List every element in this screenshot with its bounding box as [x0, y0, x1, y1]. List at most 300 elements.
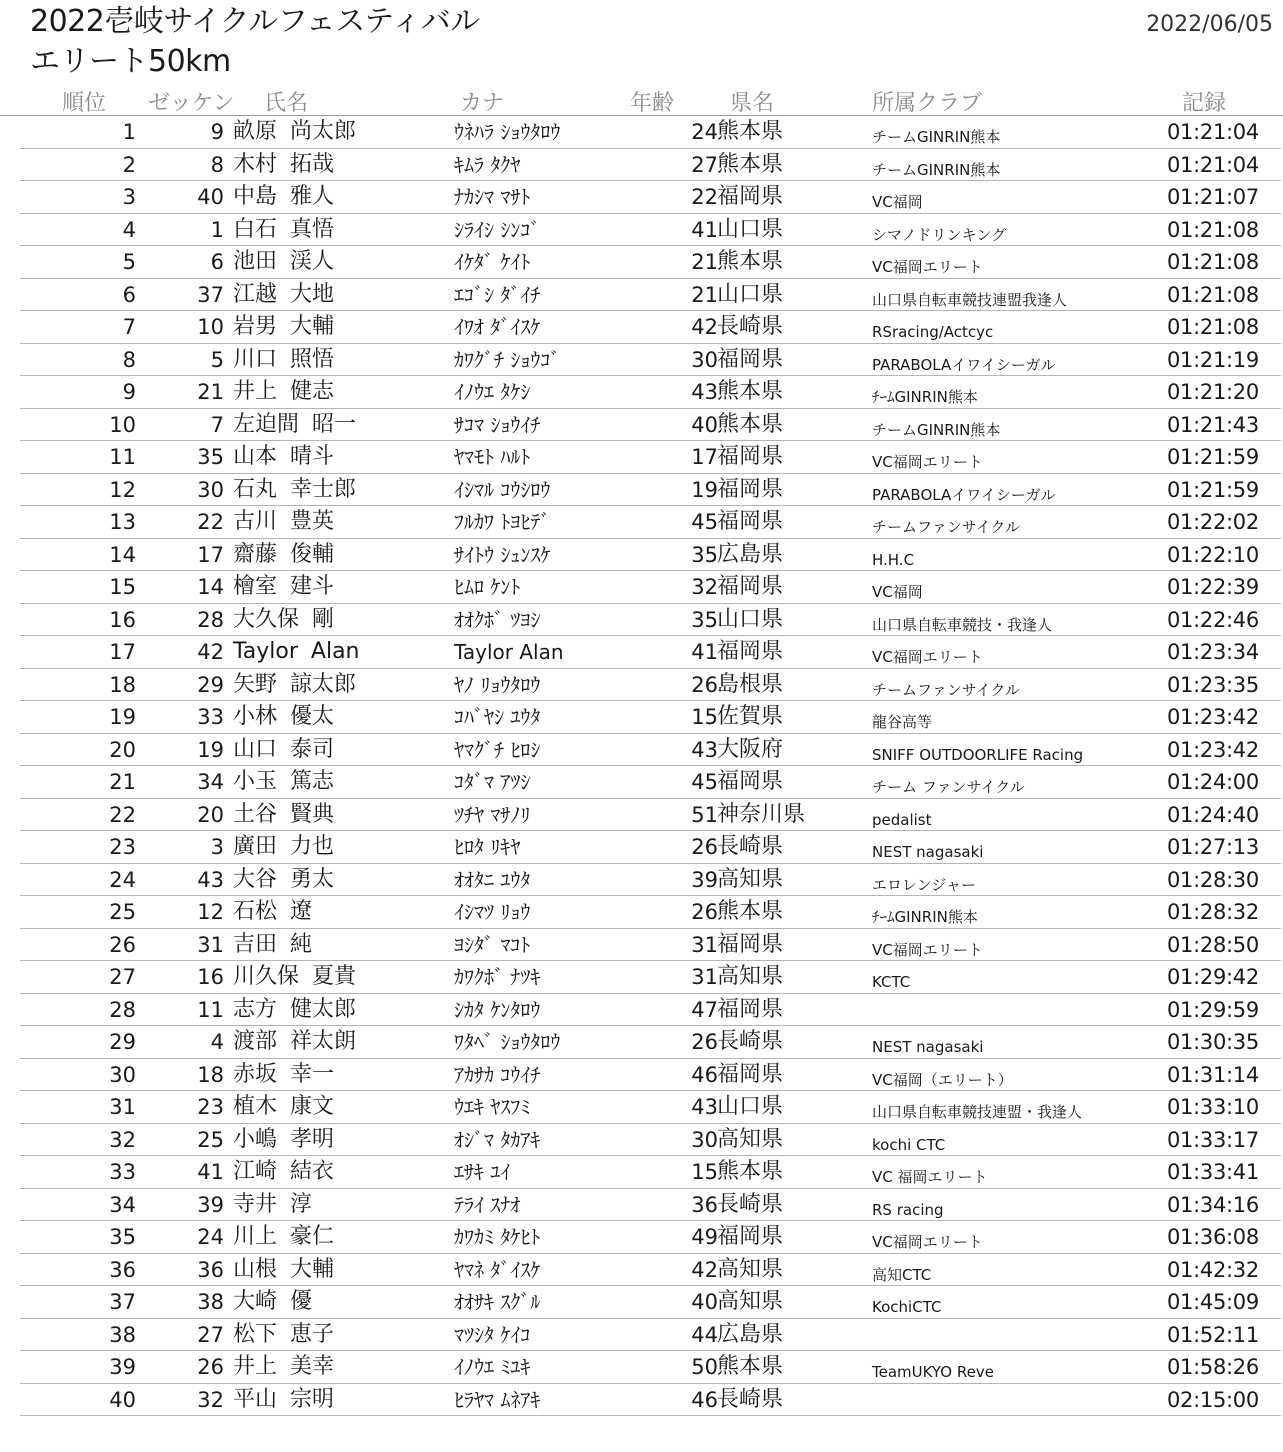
name-cell: 土谷 賢典 — [233, 801, 334, 827]
rank-cell: 6 — [122, 282, 136, 307]
age-cell: 17 — [691, 445, 718, 469]
table-row — [20, 734, 1281, 767]
time-cell: 01:21:08 — [1167, 282, 1259, 307]
name-cell: 松下 恵子 — [233, 1321, 334, 1347]
table-row — [20, 1059, 1281, 1092]
rank-cell: 12 — [109, 477, 136, 502]
kana-cell: ｳｴｷ ﾔｽﾌﾐ — [454, 1095, 531, 1119]
bib-cell: 40 — [197, 185, 224, 209]
age-cell: 31 — [691, 932, 718, 957]
kana-cell: ｲﾉｳｴ ﾐﾕｷ — [454, 1355, 531, 1379]
rank-cell: 5 — [122, 250, 136, 274]
table-row — [20, 701, 1281, 734]
table-row — [20, 474, 1281, 507]
table-row — [20, 344, 1281, 377]
age-cell: 26 — [691, 900, 718, 924]
table-row — [20, 571, 1281, 604]
rank-cell: 8 — [122, 347, 136, 372]
prefecture-cell: 長崎県 — [717, 1191, 784, 1217]
bib-cell: 12 — [197, 900, 224, 924]
time-cell: 01:33:41 — [1167, 1160, 1259, 1184]
name-cell: 江崎 結衣 — [233, 1159, 334, 1184]
age-cell: 22 — [691, 185, 718, 209]
prefecture-cell: 高知県 — [717, 1126, 784, 1152]
kana-cell: ｲﾉｳｴ ﾀｹｼ — [454, 380, 531, 404]
name-cell: 石松 遼 — [233, 899, 312, 924]
bib-cell: 36 — [197, 1257, 224, 1282]
name-cell: Taylor Alan — [233, 639, 360, 664]
table-row — [20, 539, 1281, 572]
prefecture-cell: 高知県 — [717, 1256, 784, 1282]
kana-cell: ﾔﾏﾓﾄ ﾊﾙﾄ — [454, 445, 531, 469]
prefecture-cell: 広島県 — [717, 541, 784, 567]
kana-cell: ｻｲﾄｳ ｼｭﾝｽｹ — [454, 542, 551, 567]
name-cell: 中島 雅人 — [233, 184, 334, 209]
bib-cell: 41 — [197, 1160, 224, 1184]
column-header-kana: カナ — [460, 91, 505, 116]
time-cell: 01:21:08 — [1167, 217, 1259, 242]
rank-cell: 14 — [109, 542, 136, 567]
age-cell: 21 — [691, 250, 718, 274]
prefecture-cell: 長崎県 — [717, 1029, 784, 1054]
time-cell: 01:29:42 — [1167, 965, 1259, 989]
time-cell: 01:34:16 — [1167, 1192, 1259, 1217]
table-row — [20, 116, 1281, 149]
bib-cell: 33 — [197, 705, 224, 729]
rank-cell: 2 — [122, 152, 136, 177]
age-cell: 47 — [691, 997, 718, 1022]
age-cell: 36 — [691, 1192, 718, 1217]
rank-cell: 34 — [109, 1192, 136, 1217]
bib-cell: 39 — [197, 1192, 224, 1217]
kana-cell: ｵｵｸﾎﾞ ﾂﾖｼ — [454, 607, 541, 632]
column-header-name: 氏名 — [264, 91, 309, 116]
time-cell: 01:21:08 — [1167, 250, 1259, 274]
prefecture-cell: 熊本県 — [717, 1354, 784, 1379]
table-row — [20, 1026, 1281, 1059]
age-cell: 51 — [691, 802, 718, 827]
club-cell: VC福岡（エリート） — [872, 1070, 1013, 1089]
rank-cell: 27 — [109, 965, 136, 989]
prefecture-cell: 長崎県 — [717, 1386, 784, 1412]
rank-cell: 23 — [109, 835, 136, 859]
table-row — [20, 896, 1281, 929]
bib-cell: 27 — [197, 1322, 224, 1347]
name-cell: 川久保 夏貴 — [233, 964, 356, 989]
age-cell: 30 — [691, 1127, 718, 1152]
kana-cell: ｲｼﾏﾂ ﾘｮｳ — [454, 900, 531, 924]
age-cell: 45 — [691, 770, 718, 794]
category-title: エリート50km — [30, 44, 231, 79]
kana-cell: ﾂﾁﾔ ﾏｻﾉﾘ — [454, 802, 531, 827]
club-cell: 山口県自転車競技・我逢人 — [872, 615, 1053, 634]
prefecture-cell: 山口県 — [717, 606, 784, 632]
bib-cell: 42 — [197, 640, 224, 664]
rank-cell: 19 — [109, 705, 136, 729]
club-cell: 山口県自転車競技連盟我逢人 — [872, 290, 1068, 309]
kana-cell: ﾜﾀﾍﾞ ｼｮｳﾀﾛｳ — [454, 1030, 561, 1054]
club-cell: VC 福岡エリート — [872, 1168, 988, 1186]
age-cell: 19 — [691, 477, 718, 502]
kana-cell: ｲｼﾏﾙ ｺｳｼﾛｳ — [454, 477, 551, 502]
name-cell: 小玉 篤志 — [233, 769, 334, 794]
club-cell: KCTC — [872, 973, 911, 991]
age-cell: 26 — [691, 1030, 718, 1054]
age-cell: 43 — [691, 737, 718, 762]
bib-cell: 11 — [197, 997, 224, 1022]
name-cell: 寺井 淳 — [233, 1191, 312, 1217]
kana-cell: ｼｶﾀ ｹﾝﾀﾛｳ — [454, 997, 541, 1022]
prefecture-cell: 山口県 — [717, 216, 784, 242]
rank-cell: 33 — [109, 1160, 136, 1184]
kana-cell: ｶﾜｸﾎﾞ ﾅﾂｷ — [454, 965, 541, 989]
bib-cell: 32 — [197, 1387, 224, 1412]
club-cell: VC福岡 — [872, 583, 923, 601]
name-cell: 廣田 力也 — [233, 834, 334, 859]
bib-cell: 21 — [197, 380, 224, 404]
rank-cell: 26 — [109, 932, 136, 957]
prefecture-cell: 福岡県 — [717, 184, 784, 209]
prefecture-cell: 福岡県 — [717, 444, 784, 469]
column-header-age: 年齢 — [630, 91, 675, 116]
club-cell: pedalist — [872, 810, 932, 829]
prefecture-cell: 山口県 — [717, 281, 784, 307]
age-cell: 44 — [691, 1322, 718, 1347]
age-cell: 42 — [691, 315, 718, 339]
kana-cell: ｵｵｻｷ ｽｸﾞﾙ — [454, 1290, 541, 1314]
name-cell: 江越 大地 — [233, 281, 334, 307]
age-cell: 49 — [691, 1225, 718, 1249]
kana-cell: ｲﾜｵ ﾀﾞｲｽｹ — [454, 315, 541, 339]
prefecture-cell: 広島県 — [717, 1321, 784, 1347]
time-cell: 01:22:46 — [1167, 607, 1259, 632]
age-cell: 30 — [691, 347, 718, 372]
time-cell: 01:31:14 — [1167, 1062, 1259, 1087]
prefecture-cell: 長崎県 — [717, 314, 784, 339]
table-row — [20, 831, 1281, 864]
kana-cell: Taylor Alan — [454, 640, 564, 664]
prefecture-cell: 福岡県 — [717, 574, 784, 599]
rank-cell: 20 — [109, 737, 136, 762]
table-row — [20, 929, 1281, 962]
time-cell: 01:28:32 — [1167, 900, 1259, 924]
table-row — [20, 246, 1281, 279]
club-cell: RSracing/Actcyc — [872, 323, 994, 341]
club-cell: VC福岡エリート — [872, 258, 983, 276]
table-row — [20, 1286, 1281, 1319]
bib-cell: 37 — [197, 282, 224, 307]
club-cell: VC福岡 — [872, 193, 923, 211]
bib-cell: 30 — [197, 477, 224, 502]
club-cell: VC福岡エリート — [872, 453, 983, 471]
kana-cell: ｷﾑﾗ ﾀｸﾔ — [454, 152, 521, 177]
kana-cell: ｴｺﾞｼ ﾀﾞｲﾁ — [454, 282, 541, 307]
time-cell: 01:24:40 — [1167, 802, 1259, 827]
prefecture-cell: 佐賀県 — [717, 704, 784, 729]
bib-cell: 19 — [197, 737, 224, 762]
prefecture-cell: 熊本県 — [717, 249, 784, 274]
name-cell: 齋藤 俊輔 — [233, 541, 334, 567]
rank-cell: 30 — [109, 1062, 136, 1087]
time-cell: 01:21:04 — [1167, 152, 1259, 177]
rank-cell: 24 — [109, 867, 136, 892]
age-cell: 15 — [691, 705, 718, 729]
club-cell: 龍谷高等 — [872, 713, 933, 731]
bib-cell: 8 — [210, 152, 224, 177]
kana-cell: ﾋﾑﾛ ｹﾝﾄ — [454, 575, 521, 599]
rank-cell: 3 — [122, 185, 136, 209]
table-row — [20, 766, 1281, 799]
name-cell: 左迫間 昭一 — [233, 411, 356, 437]
table-row — [20, 1254, 1281, 1287]
name-cell: 岩男 大輔 — [233, 314, 334, 339]
rank-cell: 39 — [109, 1355, 136, 1379]
time-cell: 01:28:30 — [1167, 867, 1259, 892]
age-cell: 50 — [691, 1355, 718, 1379]
kana-cell: ｶﾜｶﾐ ﾀｹﾋﾄ — [454, 1225, 541, 1249]
table-row — [20, 1384, 1281, 1417]
age-cell: 41 — [691, 640, 718, 664]
name-cell: 大久保 剛 — [233, 606, 334, 632]
kana-cell: ﾔﾉ ﾘｮｳﾀﾛｳ — [454, 672, 541, 697]
column-header-time: 記録 — [1182, 91, 1227, 116]
rank-cell: 22 — [109, 802, 136, 827]
time-cell: 01:30:35 — [1167, 1030, 1259, 1054]
name-cell: 矢野 諒太郎 — [233, 671, 356, 697]
rank-cell: 4 — [122, 217, 136, 242]
column-header-rank: 順位 — [62, 91, 107, 116]
time-cell: 01:33:10 — [1167, 1095, 1259, 1119]
name-cell: 古川 豊英 — [233, 509, 334, 534]
club-cell: H.H.C — [872, 550, 915, 569]
name-cell: 山口 泰司 — [233, 736, 334, 762]
bib-cell: 7 — [210, 412, 224, 437]
prefecture-cell: 福岡県 — [717, 346, 784, 372]
kana-cell: ﾅｶｼﾏ ﾏｻﾄ — [454, 185, 531, 209]
bib-cell: 43 — [197, 867, 224, 892]
event-title: 2022壱岐サイクルフェスティバル — [30, 4, 480, 39]
prefecture-cell: 福岡県 — [717, 639, 784, 664]
rank-cell: 15 — [109, 575, 136, 599]
name-cell: 白石 真悟 — [233, 216, 334, 242]
bib-cell: 28 — [197, 607, 224, 632]
rank-cell: 36 — [109, 1257, 136, 1282]
table-row — [20, 1189, 1281, 1222]
prefecture-cell: 高知県 — [717, 964, 784, 989]
age-cell: 40 — [691, 1290, 718, 1314]
table-row — [20, 636, 1281, 669]
rank-cell: 40 — [109, 1387, 136, 1412]
kana-cell: ｼﾗｲｼ ｼﾝｺﾞ — [454, 217, 541, 242]
name-cell: 井上 健志 — [233, 379, 334, 404]
age-cell: 35 — [691, 542, 718, 567]
time-cell: 01:23:35 — [1167, 672, 1259, 697]
time-cell: 01:22:10 — [1167, 542, 1259, 567]
table-row — [20, 604, 1281, 637]
prefecture-cell: 熊本県 — [717, 151, 784, 177]
bib-cell: 34 — [197, 770, 224, 794]
rank-cell: 35 — [109, 1225, 136, 1249]
club-cell: SNIFF OUTDOORLIFE Racing — [872, 745, 1084, 764]
table-row — [20, 311, 1281, 344]
time-cell: 01:21:20 — [1167, 380, 1259, 404]
name-cell: 大谷 勇太 — [233, 866, 334, 892]
name-cell: 小林 優太 — [233, 704, 334, 729]
club-cell: 山口県自転車競技連盟・我逢人 — [872, 1103, 1083, 1121]
rank-cell: 1 — [122, 120, 136, 144]
table-row — [20, 864, 1281, 897]
prefecture-cell: 熊本県 — [717, 411, 784, 437]
club-cell: TeamUKYO Reve — [872, 1363, 994, 1381]
time-cell: 01:21:59 — [1167, 445, 1259, 469]
prefecture-cell: 福岡県 — [717, 931, 784, 957]
prefecture-cell: 熊本県 — [717, 379, 784, 404]
bib-cell: 18 — [197, 1062, 224, 1087]
bib-cell: 29 — [197, 672, 224, 697]
prefecture-cell: 熊本県 — [717, 119, 784, 144]
bib-cell: 17 — [197, 542, 224, 567]
time-cell: 01:21:19 — [1167, 347, 1259, 372]
kana-cell: ﾔﾏｸﾞﾁ ﾋﾛｼ — [454, 737, 541, 762]
time-cell: 02:15:00 — [1167, 1387, 1259, 1412]
table-row — [20, 506, 1281, 539]
age-cell: 42 — [691, 1257, 718, 1282]
prefecture-cell: 長崎県 — [717, 834, 784, 859]
bib-cell: 1 — [210, 217, 224, 242]
table-row — [20, 214, 1281, 247]
age-cell: 26 — [691, 672, 718, 697]
table-row — [20, 441, 1281, 474]
rank-cell: 28 — [109, 997, 136, 1022]
column-header-bib: ゼッケン — [148, 91, 235, 116]
event-date: 2022/06/05 — [1146, 12, 1273, 37]
name-cell: 吉田 純 — [233, 931, 312, 957]
name-cell: 石丸 幸士郎 — [233, 476, 356, 502]
name-cell: 木村 拓哉 — [233, 151, 334, 177]
time-cell: 01:21:08 — [1167, 315, 1259, 339]
club-cell: チームファンサイクル — [872, 518, 1020, 536]
kana-cell: ﾃﾗｲ ｽﾅｵ — [454, 1192, 521, 1217]
table-row — [20, 1091, 1281, 1124]
table-row — [20, 409, 1281, 442]
time-cell: 01:58:26 — [1167, 1355, 1259, 1379]
kana-cell: ﾏﾂｼﾀ ｹｲｺ — [454, 1322, 531, 1347]
name-cell: 山根 大輔 — [233, 1256, 334, 1282]
club-cell: NEST nagasaki — [872, 843, 984, 861]
rank-cell: 21 — [109, 770, 136, 794]
bib-cell: 3 — [210, 835, 224, 859]
rank-cell: 38 — [109, 1322, 136, 1347]
age-cell: 35 — [691, 607, 718, 632]
table-row — [20, 1156, 1281, 1189]
kana-cell: ｵｼﾞﾏ ﾀｶｱｷ — [454, 1127, 541, 1152]
name-cell: 池田 渓人 — [233, 249, 334, 274]
time-cell: 01:22:39 — [1167, 575, 1259, 599]
time-cell: 01:21:04 — [1167, 120, 1259, 144]
bib-cell: 26 — [197, 1355, 224, 1379]
time-cell: 01:23:42 — [1167, 705, 1259, 729]
rank-cell: 31 — [109, 1095, 136, 1119]
club-cell: VC福岡エリート — [872, 940, 983, 959]
club-cell: NEST nagasaki — [872, 1038, 984, 1056]
name-cell: 小嶋 孝明 — [233, 1126, 334, 1152]
results-table-body — [0, 115, 1283, 1416]
kana-cell: ｺﾀﾞﾏ ｱﾂｼ — [454, 770, 531, 794]
age-cell: 40 — [691, 412, 718, 437]
prefecture-cell: 福岡県 — [717, 1061, 784, 1087]
bib-cell: 20 — [197, 802, 224, 827]
kana-cell: ｴｻｷ ﾕｲ — [454, 1160, 511, 1184]
prefecture-cell: 熊本県 — [717, 899, 784, 924]
time-cell: 01:23:42 — [1167, 737, 1259, 762]
time-cell: 01:33:17 — [1167, 1127, 1259, 1152]
club-cell: PARABOLAイワイシーガル — [872, 485, 1056, 504]
club-cell: 高知CTC — [872, 1265, 932, 1284]
time-cell: 01:36:08 — [1167, 1225, 1259, 1249]
rank-cell: 37 — [109, 1290, 136, 1314]
name-cell: 山本 晴斗 — [233, 444, 334, 469]
table-row — [20, 279, 1281, 312]
rank-cell: 25 — [109, 900, 136, 924]
bib-cell: 25 — [197, 1127, 224, 1152]
club-cell: チームファンサイクル — [872, 680, 1020, 699]
name-cell: 赤坂 幸一 — [233, 1061, 334, 1087]
club-cell: KochiCTC — [872, 1298, 942, 1316]
name-cell: 渡部 祥太朗 — [233, 1029, 356, 1054]
club-cell: チームGINRIN熊本 — [872, 160, 1001, 179]
kana-cell: ｻｺﾏ ｼｮｳｲﾁ — [454, 412, 541, 437]
name-cell: 川上 豪仁 — [233, 1224, 334, 1249]
age-cell: 46 — [691, 1062, 718, 1087]
bib-cell: 24 — [197, 1225, 224, 1249]
prefecture-cell: 福岡県 — [717, 996, 784, 1022]
prefecture-cell: 神奈川県 — [717, 801, 806, 827]
club-cell: シマノドリンキング — [872, 225, 1007, 244]
time-cell: 01:29:59 — [1167, 997, 1259, 1022]
table-row — [20, 181, 1281, 214]
kana-cell: ｲｹﾀﾞ ｹｲﾄ — [454, 250, 531, 274]
table-row — [20, 1319, 1281, 1352]
kana-cell: ﾋﾛﾀ ﾘｷﾔ — [454, 835, 521, 859]
age-cell: 41 — [691, 217, 718, 242]
kana-cell: ｱｶｻｶ ｺｳｲﾁ — [454, 1062, 541, 1087]
table-row — [20, 1351, 1281, 1384]
bib-cell: 4 — [210, 1030, 224, 1054]
kana-cell: ﾌﾙｶﾜ ﾄﾖﾋﾃﾞ — [454, 510, 551, 534]
club-cell: チームGINRIN熊本 — [872, 128, 1001, 146]
kana-cell: ﾔﾏﾈ ﾀﾞｲｽｹ — [454, 1257, 541, 1282]
bib-cell: 22 — [197, 510, 224, 534]
table-row — [20, 149, 1281, 182]
column-header-prefecture: 県名 — [730, 91, 775, 116]
club-cell: ﾁｰﾑGINRIN熊本 — [872, 388, 978, 406]
club-cell: エロレンジャー — [872, 875, 976, 894]
table-row — [20, 961, 1281, 994]
prefecture-cell: 島根県 — [717, 671, 784, 697]
name-cell: 檜室 建斗 — [233, 574, 334, 599]
results-table-header — [0, 84, 1283, 116]
time-cell: 01:21:59 — [1167, 477, 1259, 502]
club-cell: RS racing — [872, 1200, 944, 1219]
age-cell: 32 — [691, 575, 718, 599]
time-cell: 01:22:02 — [1167, 510, 1259, 534]
rank-cell: 10 — [109, 412, 136, 437]
club-cell: ﾁｰﾑGINRIN熊本 — [872, 908, 978, 926]
table-row — [20, 799, 1281, 832]
prefecture-cell: 福岡県 — [717, 509, 784, 534]
age-cell: 46 — [691, 1387, 718, 1412]
kana-cell: ｵｵﾀﾆ ﾕｳﾀ — [454, 867, 531, 892]
